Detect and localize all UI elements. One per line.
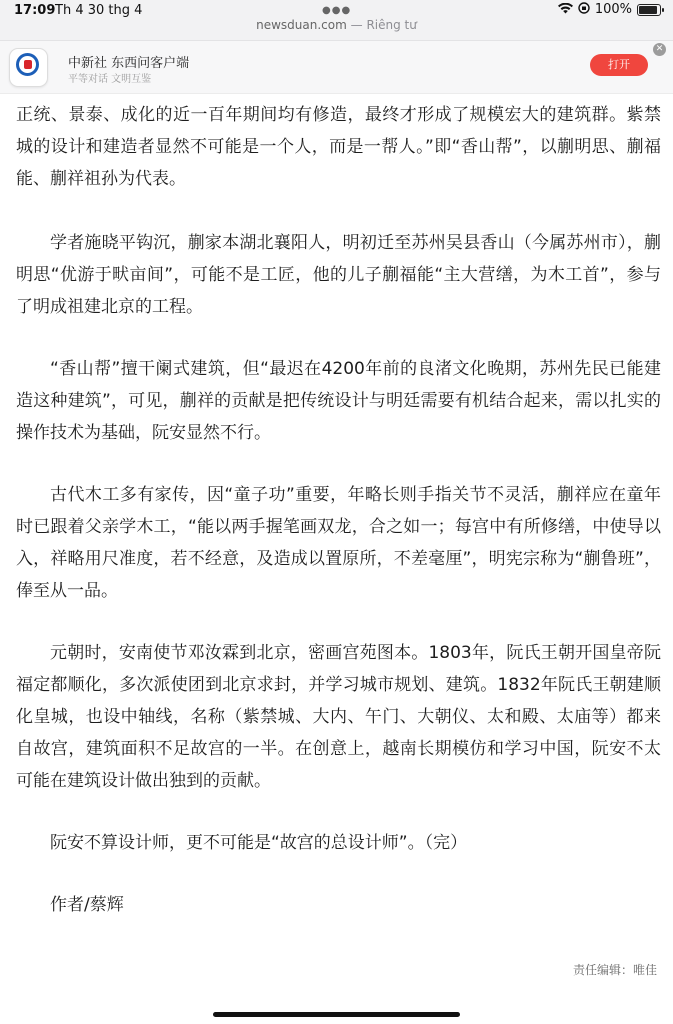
article-paragraph: 元朝时，安南使节邓汝霖到北京，密画宫苑图本。1803年，阮氏王朝开国皇帝阮福定都顺化，多次派使团到北京求封，并学习城市规划、建筑。1832年阮氏王朝建顺化皇城，也设中轴线，名称（紫禁城、大内、午门、大朝仪、太和殿、太庙等）都来自故宫，建筑面积不足故宫的一半。在创意上，越南长期模仿和学习中国，阮安不太可能在建筑设计做出独到的贡献。 xyxy=(16,643,661,791)
article-author: 作者/蔡辉 xyxy=(50,895,124,915)
article-body xyxy=(16,99,661,921)
battery-percent: 100% xyxy=(594,2,632,17)
private-label: — Riêng tư xyxy=(350,18,417,32)
browser-header xyxy=(0,0,673,41)
url-domain: newsduan.com xyxy=(256,18,347,32)
article-paragraph: 阮安不算设计师，更不可能是“故宫的总设计师”。（完） xyxy=(50,833,468,853)
app-banner[interactable] xyxy=(0,41,673,94)
address-bar[interactable] xyxy=(0,18,673,32)
article-paragraph: 古代木工多有家传，因“童子功”重要，年略长则手指关节不灵活，蒯祥应在童年时已跟着父亲学木工，“能以两手握笔画双龙，合之如一；每宫中有所修缮，中使导以入，祥略用尺准度，若不经意，及造成以置原所，不差毫厘”，明宪宗称为“蒯鲁班”，俸至从一品。 xyxy=(16,485,661,601)
orientation-lock-icon xyxy=(578,2,590,17)
close-banner-icon[interactable]: ✕ xyxy=(653,43,666,56)
more-dots-icon[interactable]: ●●● xyxy=(322,5,352,16)
status-indicators xyxy=(558,2,661,17)
article-lead-paragraph: 正统、景泰、成化的近一百年期间均有修造，最终才形成了规模宏大的建筑群。紫禁城的设计和建造者显然不可能是一个人，而是一帮人。”即“香山帮”，以蒯明思、蒯福能、蒯祥祖孙为代表。 xyxy=(16,105,661,189)
battery-icon xyxy=(637,4,661,16)
article-editor: 责任编辑：唯佳 xyxy=(572,963,657,977)
home-indicator[interactable] xyxy=(213,1012,460,1017)
app-slogan: 平等对话 文明互鉴 xyxy=(68,74,152,85)
status-date: Th 4 30 thg 4 xyxy=(55,3,143,18)
wifi-icon xyxy=(558,3,573,17)
article-paragraph: 学者施晓平钩沉，蒯家本湖北襄阳人，明初迁至苏州吴县香山（今属苏州市），蒯明思“优游于畎亩间”，可能不是工匠，他的儿子蒯福能“主大营缮，为木工首”，参与了明成祖建北京的工程。 xyxy=(16,233,661,317)
article-paragraph: “香山帮”擅干阑式建筑，但“最迟在4200年前的良渚文化晚期，苏州先民已能建造这种建筑”，可见，蒯祥的贡献是把传统设计与明廷需要有机结合起来，需以扎实的操作技术为基础，阮安显然不行。 xyxy=(16,359,661,443)
open-app-button[interactable]: 打开 xyxy=(590,54,648,76)
app-logo-icon xyxy=(9,48,48,87)
app-name: 中新社 东西问客户端 xyxy=(68,56,190,71)
status-time: 17:09 xyxy=(14,3,56,18)
